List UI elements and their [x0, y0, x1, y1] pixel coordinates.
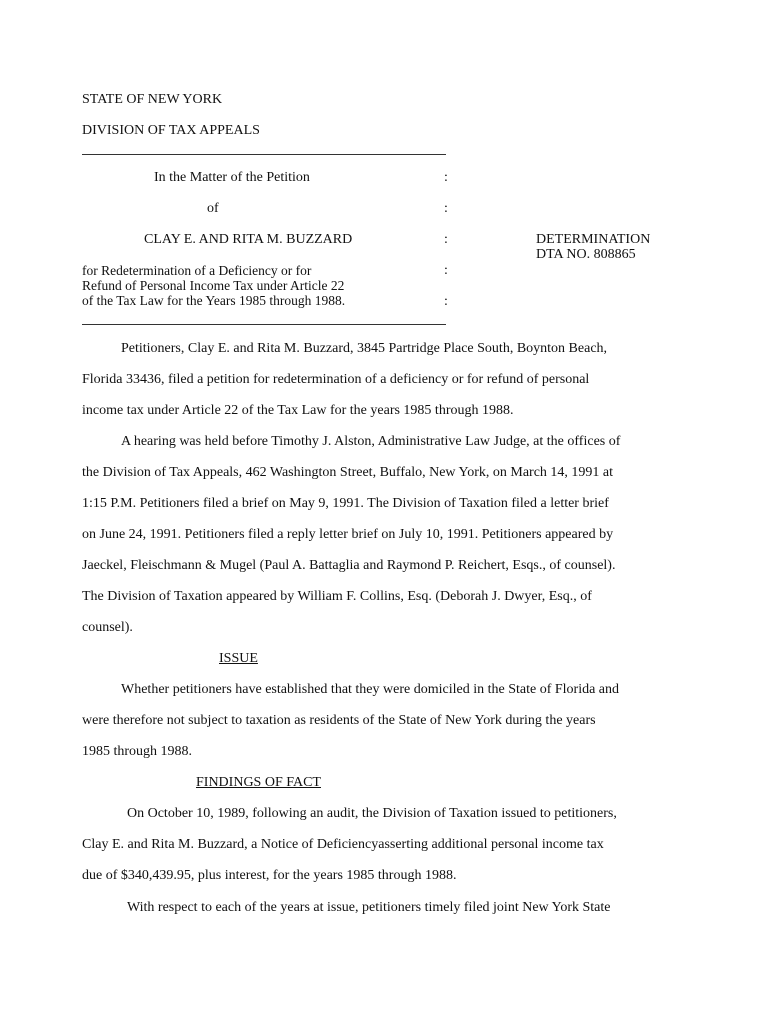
dta-number: DTA NO. 808865 [536, 247, 636, 262]
body-line: The Division of Taxation appeared by William F. Collins, Esq. (Deborah J. Dwyer, Esq., of [82, 589, 592, 604]
caption-of-line: of [207, 201, 219, 216]
caption-top-rule [82, 154, 446, 155]
caption-colon-2: : [444, 201, 448, 216]
body-line: Clay E. and Rita M. Buzzard, a Notice of Deficiencyasserting additional personal income tax [82, 837, 604, 852]
caption-colon-5: : [444, 294, 448, 309]
findings-heading: FINDINGS OF FACT [196, 775, 321, 790]
body-line: the Division of Tax Appeals, 462 Washington Street, Buffalo, New York, on March 14, 1991 at [82, 465, 614, 480]
caption-petitioners: CLAY E. AND RITA M. BUZZARD [144, 232, 353, 247]
caption-purpose-line-3: of the Tax Law for the Years 1985 through 1988. [82, 293, 346, 308]
issue-heading: ISSUE [219, 651, 258, 666]
caption-bottom-rule [82, 324, 446, 325]
body-line: counsel). [82, 620, 133, 635]
caption-matter-line: In the Matter of the Petition [154, 170, 310, 185]
caption-purpose-line-1: for Redetermination of a Deficiency or for [82, 263, 312, 278]
body-line: A hearing was held before Timothy J. Alston, Administrative Law Judge, at the offices of [121, 434, 621, 449]
body-line: Whether petitioners have established that they were domiciled in the State of Florida and [121, 682, 620, 697]
caption-colon-3: : [444, 232, 448, 247]
caption-colon-1: : [444, 170, 448, 185]
body-line: 1985 through 1988. [82, 744, 193, 759]
body-line: Florida 33436, filed a petition for redetermination of a deficiency or for refund of personal [82, 372, 590, 387]
body-line: income tax under Article 22 of the Tax Law for the years 1985 through 1988. [82, 403, 514, 418]
agency-state: STATE OF NEW YORK [82, 92, 223, 107]
body-line: On October 10, 1989, following an audit, the Division of Taxation issued to petitioners, [127, 806, 617, 821]
determination-title: DETERMINATION [536, 232, 651, 247]
body-line: Petitioners, Clay E. and Rita M. Buzzard, 3845 Partridge Place South, Boynton Beach, [121, 341, 608, 356]
body-line: With respect to each of the years at issue, petitioners timely filed joint New York State [127, 900, 611, 915]
agency-division: DIVISION OF TAX APPEALS [82, 123, 260, 138]
caption-colon-4: : [444, 263, 448, 278]
body-line: 1:15 P.M. Petitioners filed a brief on May 9, 1991. The Division of Taxation filed a letter brief [82, 496, 609, 511]
body-line: on June 24, 1991. Petitioners filed a reply letter brief on July 10, 1991. Petitioners appeared by [82, 527, 614, 542]
body-line: Jaeckel, Fleischmann & Mugel (Paul A. Battaglia and Raymond P. Reichert, Esqs., of counsel). [82, 558, 616, 573]
caption-purpose-line-2: Refund of Personal Income Tax under Article 22 [82, 278, 345, 293]
body-line: were therefore not subject to taxation as residents of the State of New York during the years [82, 713, 596, 728]
body-line: due of $340,439.95, plus interest, for the years 1985 through 1988. [82, 868, 457, 883]
